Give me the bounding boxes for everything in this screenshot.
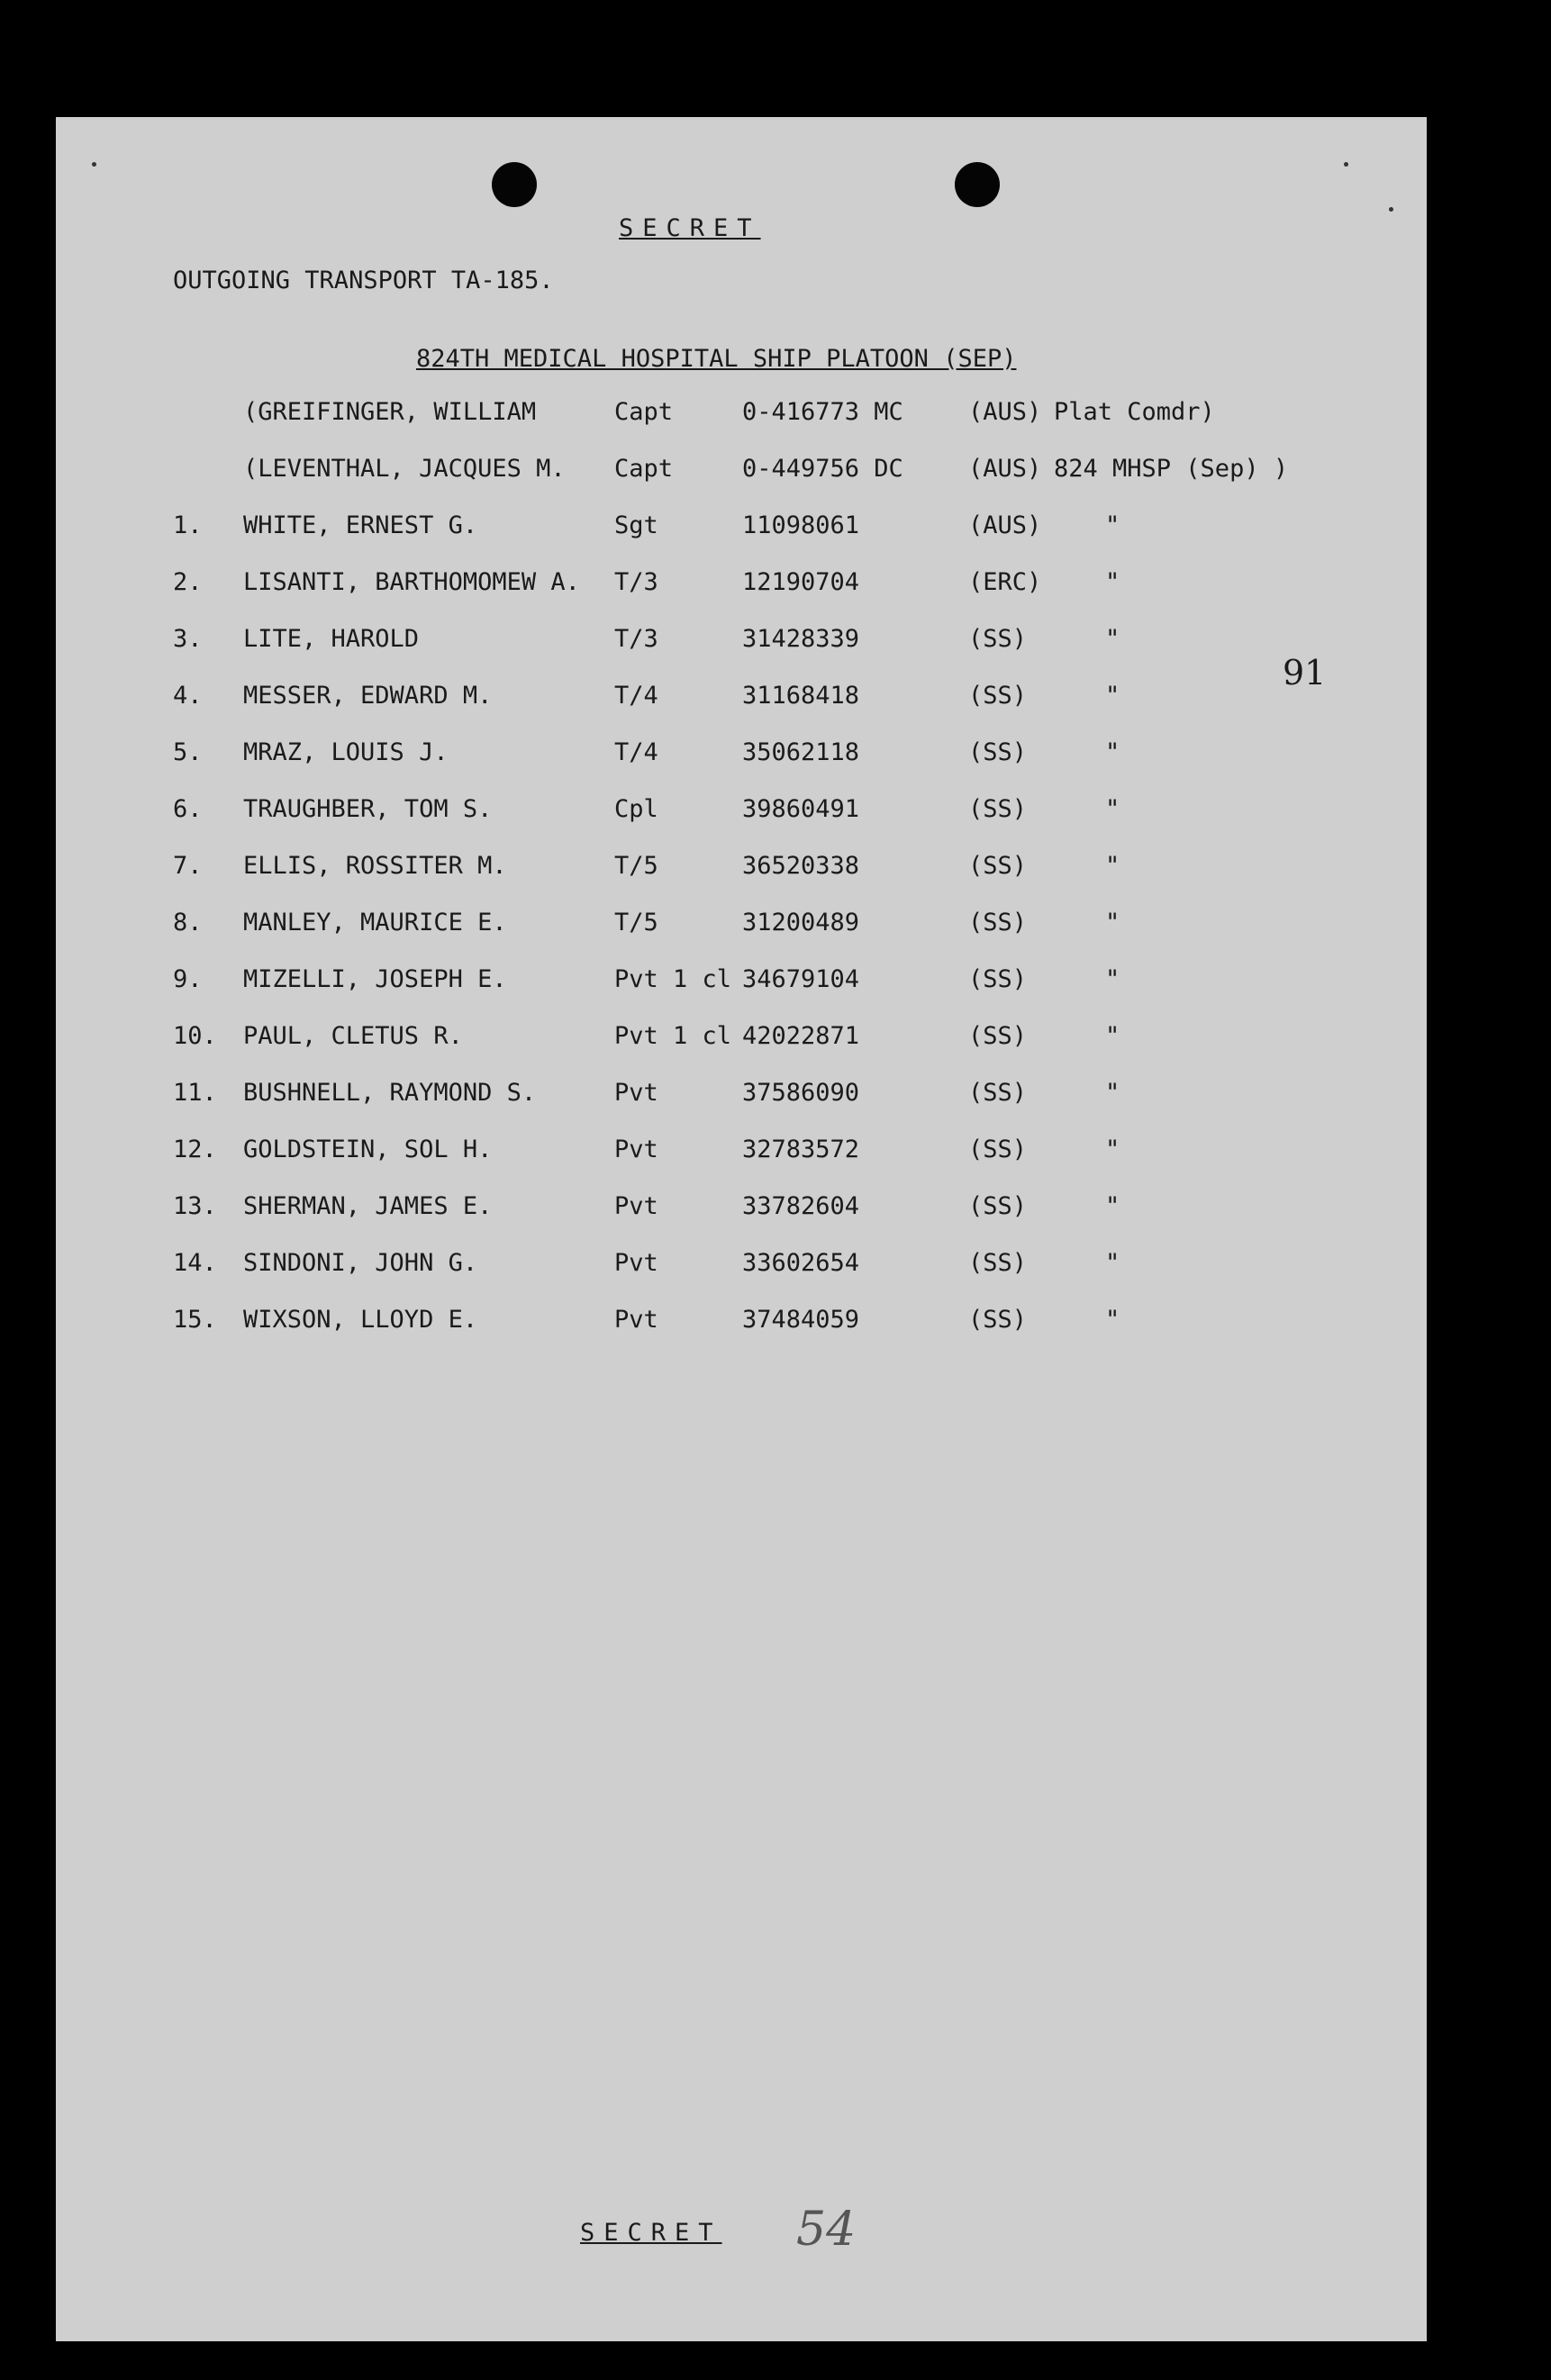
- binder-hole: [492, 162, 537, 207]
- soldier-name: LITE, HAROLD: [243, 625, 420, 653]
- soldier-name: MRAZ, LOUIS J.: [243, 738, 449, 766]
- officer-serial: 0-416773 MC: [742, 398, 903, 426]
- row-number: 15.: [173, 1306, 217, 1334]
- soldier-rank: Pvt 1 cl: [614, 1022, 732, 1050]
- soldier-rank: Pvt: [614, 1136, 658, 1163]
- row-number: 14.: [173, 1249, 217, 1277]
- soldier-name: LISANTI, BARTHOMOMEW A.: [243, 568, 580, 596]
- soldier-serial: 37586090: [742, 1079, 860, 1107]
- soldier-name: PAUL, CLETUS R.: [243, 1022, 463, 1050]
- soldier-name: TRAUGHBER, TOM S.: [243, 795, 493, 823]
- soldier-rank: T/4: [614, 738, 658, 766]
- ditto-mark: ": [1105, 1192, 1120, 1220]
- soldier-name: SHERMAN, JAMES E.: [243, 1192, 493, 1220]
- soldier-rank: T/3: [614, 568, 658, 596]
- soldier-component: (SS): [968, 852, 1028, 880]
- row-number: 10.: [173, 1022, 217, 1050]
- officer-rank: Capt: [614, 398, 674, 426]
- officer-serial: 0-449756 DC: [742, 455, 903, 483]
- ditto-mark: ": [1105, 682, 1120, 710]
- soldier-component: (SS): [968, 738, 1028, 766]
- soldier-serial: 33782604: [742, 1192, 860, 1220]
- soldier-serial: 32783572: [742, 1136, 860, 1163]
- soldier-component: (SS): [968, 909, 1028, 937]
- officer-component: (AUS): [968, 398, 1042, 426]
- ditto-mark: ": [1105, 795, 1120, 823]
- row-number: 9.: [173, 965, 203, 993]
- soldier-name: MANLEY, MAURICE E.: [243, 909, 507, 937]
- row-number: 5.: [173, 738, 203, 766]
- soldier-serial: 11098061: [742, 511, 860, 539]
- soldier-name: WHITE, ERNEST G.: [243, 511, 478, 539]
- soldier-serial: 39860491: [742, 795, 860, 823]
- speck: [92, 162, 96, 167]
- soldier-rank: Pvt: [614, 1249, 658, 1277]
- soldier-name: GOLDSTEIN, SOL H.: [243, 1136, 493, 1163]
- soldier-rank: Pvt: [614, 1079, 658, 1107]
- officer-component: (AUS): [968, 455, 1042, 483]
- soldier-component: (SS): [968, 795, 1028, 823]
- soldier-serial: 37484059: [742, 1306, 860, 1334]
- soldier-component: (AUS): [968, 511, 1042, 539]
- unit-title: 824TH MEDICAL HOSPITAL SHIP PLATOON (SEP): [416, 345, 1017, 373]
- header-classification: SECRET: [619, 214, 761, 242]
- soldier-serial: 12190704: [742, 568, 860, 596]
- ditto-mark: ": [1105, 738, 1120, 766]
- soldier-component: (SS): [968, 1306, 1028, 1334]
- ditto-mark: ": [1105, 1249, 1120, 1277]
- row-number: 6.: [173, 795, 203, 823]
- row-number: 4.: [173, 682, 203, 710]
- page-number: 91: [1283, 653, 1327, 692]
- soldier-name: SINDONI, JOHN G.: [243, 1249, 478, 1277]
- ditto-mark: ": [1105, 852, 1120, 880]
- footer-classification: SECRET: [580, 2219, 722, 2247]
- soldier-rank: T/4: [614, 682, 658, 710]
- officer-name: (LEVENTHAL, JACQUES M.: [243, 455, 566, 483]
- soldier-serial: 34679104: [742, 965, 860, 993]
- ditto-mark: ": [1105, 625, 1120, 653]
- soldier-rank: T/5: [614, 852, 658, 880]
- ditto-mark: ": [1105, 909, 1120, 937]
- row-number: 8.: [173, 909, 203, 937]
- speck: [1389, 207, 1393, 212]
- soldier-component: (SS): [968, 682, 1028, 710]
- officer-remark: 824 MHSP (Sep) ): [1054, 455, 1289, 483]
- ditto-mark: ": [1105, 568, 1120, 596]
- officer-rank: Capt: [614, 455, 674, 483]
- soldier-component: (SS): [968, 965, 1028, 993]
- soldier-component: (SS): [968, 1249, 1028, 1277]
- soldier-component: (ERC): [968, 568, 1042, 596]
- soldier-name: MIZELLI, JOSEPH E.: [243, 965, 507, 993]
- ditto-mark: ": [1105, 1306, 1120, 1334]
- soldier-name: MESSER, EDWARD M.: [243, 682, 493, 710]
- soldier-rank: Sgt: [614, 511, 658, 539]
- soldier-serial: 33602654: [742, 1249, 860, 1277]
- soldier-serial: 31168418: [742, 682, 860, 710]
- row-number: 3.: [173, 625, 203, 653]
- ditto-mark: ": [1105, 511, 1120, 539]
- soldier-rank: Pvt: [614, 1306, 658, 1334]
- transport-line: OUTGOING TRANSPORT TA-185.: [173, 267, 554, 294]
- soldier-rank: T/3: [614, 625, 658, 653]
- handwritten-mark: 54: [796, 2203, 857, 2257]
- speck: [1344, 162, 1348, 167]
- row-number: 1.: [173, 511, 203, 539]
- ditto-mark: ": [1105, 1136, 1120, 1163]
- soldier-name: WIXSON, LLOYD E.: [243, 1306, 478, 1334]
- soldier-rank: Cpl: [614, 795, 658, 823]
- row-number: 7.: [173, 852, 203, 880]
- soldier-rank: Pvt: [614, 1192, 658, 1220]
- row-number: 11.: [173, 1079, 217, 1107]
- soldier-component: (SS): [968, 1192, 1028, 1220]
- soldier-name: BUSHNELL, RAYMOND S.: [243, 1079, 537, 1107]
- soldier-component: (SS): [968, 625, 1028, 653]
- soldier-rank: Pvt 1 cl: [614, 965, 732, 993]
- soldier-name: ELLIS, ROSSITER M.: [243, 852, 507, 880]
- soldier-rank: T/5: [614, 909, 658, 937]
- soldier-component: (SS): [968, 1079, 1028, 1107]
- row-number: 2.: [173, 568, 203, 596]
- document-page: [56, 117, 1427, 2341]
- soldier-serial: 35062118: [742, 738, 860, 766]
- ditto-mark: ": [1105, 965, 1120, 993]
- officer-remark: Plat Comdr): [1054, 398, 1215, 426]
- soldier-serial: 31428339: [742, 625, 860, 653]
- soldier-serial: 31200489: [742, 909, 860, 937]
- ditto-mark: ": [1105, 1079, 1120, 1107]
- soldier-component: (SS): [968, 1022, 1028, 1050]
- soldier-serial: 36520338: [742, 852, 860, 880]
- row-number: 13.: [173, 1192, 217, 1220]
- row-number: 12.: [173, 1136, 217, 1163]
- soldier-serial: 42022871: [742, 1022, 860, 1050]
- binder-hole: [955, 162, 1000, 207]
- soldier-component: (SS): [968, 1136, 1028, 1163]
- ditto-mark: ": [1105, 1022, 1120, 1050]
- officer-name: (GREIFINGER, WILLIAM: [243, 398, 537, 426]
